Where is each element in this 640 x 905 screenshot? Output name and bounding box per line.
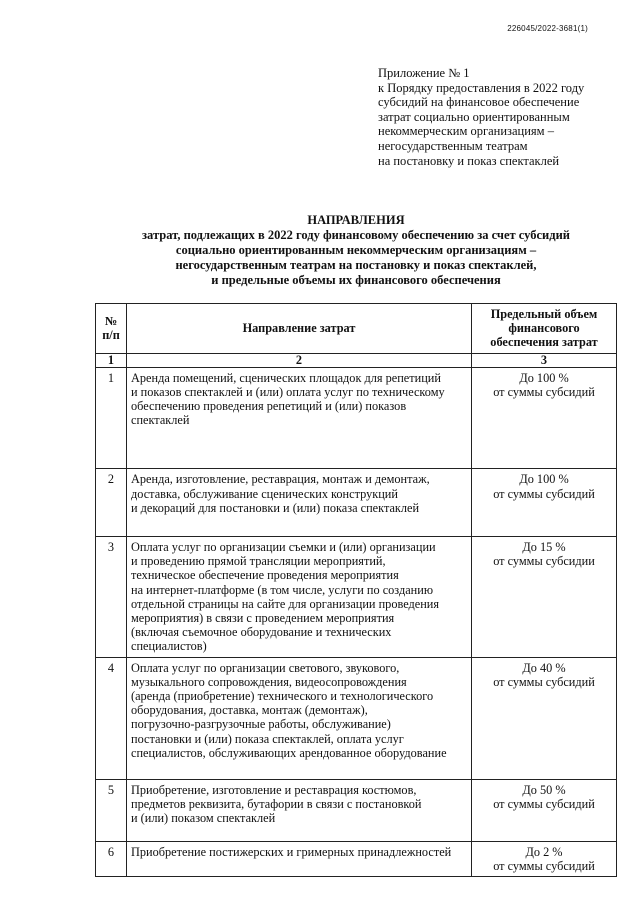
direction-line: и показов спектаклей и (или) оплата услуг по техническому [131, 384, 445, 399]
column-index: 1 [96, 353, 127, 367]
document-title [96, 213, 616, 288]
row-number: 5 [96, 780, 127, 842]
table-row [96, 469, 617, 537]
direction-line: (аренда (приобретение) технического и технологического [131, 689, 434, 704]
title-line: затрат, подлежащих в 2022 году финансовому обеспечению за счет субсидий [142, 228, 570, 242]
header-num-line: п/п [102, 328, 120, 343]
direction-line: Аренда помещений, сценических площадок для репетиций [131, 370, 441, 385]
limit-line: До 100 % [519, 472, 569, 487]
column-index: 3 [472, 353, 617, 367]
table-header-row [96, 304, 617, 354]
row-number: 1 [96, 367, 127, 469]
appendix-note [378, 66, 628, 168]
limit-line: До 2 % [525, 844, 563, 859]
direction-line: (включая съемочное оборудование и технических [131, 625, 392, 640]
row-limit [472, 367, 617, 469]
header-direction: Направление затрат [127, 304, 472, 354]
title-heading: НАПРАВЛЕНИЯ [307, 213, 405, 227]
row-limit [472, 780, 617, 842]
column-index: 2 [127, 353, 472, 367]
row-direction [127, 367, 472, 469]
document-id: 226045/2022-3681(1) [507, 24, 588, 33]
row-limit [472, 537, 617, 658]
row-direction [127, 469, 472, 537]
row-number: 6 [96, 841, 127, 876]
direction-line: доставка, обслуживание сценических конструкций [131, 486, 398, 501]
row-direction [127, 780, 472, 842]
direction-line: на интернет-платформе (в том числе, услуги по созданию [131, 582, 434, 597]
table-row [96, 537, 617, 658]
direction-line: оборудования, доставка, монтаж (демонтаж), [131, 703, 368, 718]
direction-line: и декораций для постановки и (или) показа спектаклей [131, 500, 420, 515]
direction-line: специалистов, обслуживающих арендованное оборудование [131, 745, 447, 760]
limit-line: от суммы субсидий [493, 674, 595, 689]
row-direction [127, 841, 472, 876]
header-limit-line: финансового [508, 321, 580, 336]
direction-line: погрузочно-разгрузочные работы, обслуживание) [131, 717, 391, 732]
title-line: негосударственным театрам на постановку и показ спектаклей, [175, 258, 537, 272]
appendix-line: к Порядку предоставления в 2022 году [378, 80, 585, 95]
direction-line: спектаклей [131, 413, 190, 428]
title-line: и предельные объемы их финансового обеспечения [211, 273, 501, 287]
direction-line: и проведению прямой трансляции мероприятий, [131, 554, 386, 569]
direction-line: постановки и (или) показа спектаклей, оплата услуг [131, 731, 404, 746]
appendix-line: некоммерческим организациям – [378, 124, 554, 139]
row-direction [127, 537, 472, 658]
row-limit [472, 657, 617, 779]
direction-line: обеспечению проведения репетиций и (или) показов [131, 399, 407, 414]
direction-line: специалистов) [131, 639, 207, 654]
appendix-line: Приложение № 1 [378, 66, 470, 80]
direction-line: Приобретение постижерских и гримерных принадлежностей [131, 844, 452, 859]
limit-line: от суммы субсидий [493, 797, 595, 812]
title-line: социально ориентированным некоммерческим организациям – [175, 243, 537, 257]
limit-line: от суммы субсидий [493, 384, 595, 399]
header-num-line: № [104, 314, 118, 329]
limit-line: от суммы субсидий [493, 486, 595, 501]
direction-line: техническое обеспечение проведения мероприятия [131, 568, 399, 583]
row-number: 2 [96, 469, 127, 537]
header-limit-line: Предельный объем [490, 307, 598, 321]
row-number: 3 [96, 537, 127, 658]
header-num [96, 304, 127, 354]
direction-line: отдельной страницы на сайте для организации проведения [131, 596, 440, 611]
direction-line: Оплата услуг по организации съемки и (или) организации [131, 540, 436, 555]
limit-line: До 50 % [522, 783, 566, 798]
direction-line: музыкального сопровождения, видеосопровождения [131, 674, 407, 689]
cost-directions-table [95, 303, 617, 877]
row-number: 4 [96, 657, 127, 779]
table-row [96, 657, 617, 779]
limit-line: До 100 % [519, 370, 569, 385]
direction-line: Оплата услуг по организации светового, звукового, [131, 660, 400, 675]
row-direction [127, 657, 472, 779]
row-limit [472, 841, 617, 876]
appendix-line: субсидий на финансовое обеспечение [378, 95, 580, 110]
appendix-line: негосударственным театрам [378, 138, 528, 153]
appendix-line: затрат социально ориентированным [378, 109, 570, 124]
table-row [96, 841, 617, 876]
row-limit [472, 469, 617, 537]
header-limit-line: обеспечения затрат [490, 335, 598, 350]
direction-line: мероприятия) в связи с проведением мероприятия [131, 611, 395, 626]
appendix-line: на постановку и показ спектаклей [378, 153, 560, 168]
direction-line: Приобретение, изготовление и реставрация костюмов, [131, 783, 417, 798]
table-row [96, 367, 617, 469]
direction-line: и (или) показом спектаклей [131, 811, 276, 826]
limit-line: от суммы субсидий [493, 858, 595, 873]
table-row [96, 780, 617, 842]
header-limit [472, 304, 617, 354]
limit-line: До 40 % [522, 660, 566, 675]
column-index-row [96, 353, 617, 367]
direction-line: Аренда, изготовление, реставрация, монтаж и демонтаж, [131, 472, 430, 487]
limit-line: от суммы субсидии [493, 554, 595, 569]
direction-line: предметов реквизита, бутафории в связи с постановкой [131, 797, 422, 812]
limit-line: До 15 % [522, 540, 566, 555]
table-body [96, 367, 617, 876]
